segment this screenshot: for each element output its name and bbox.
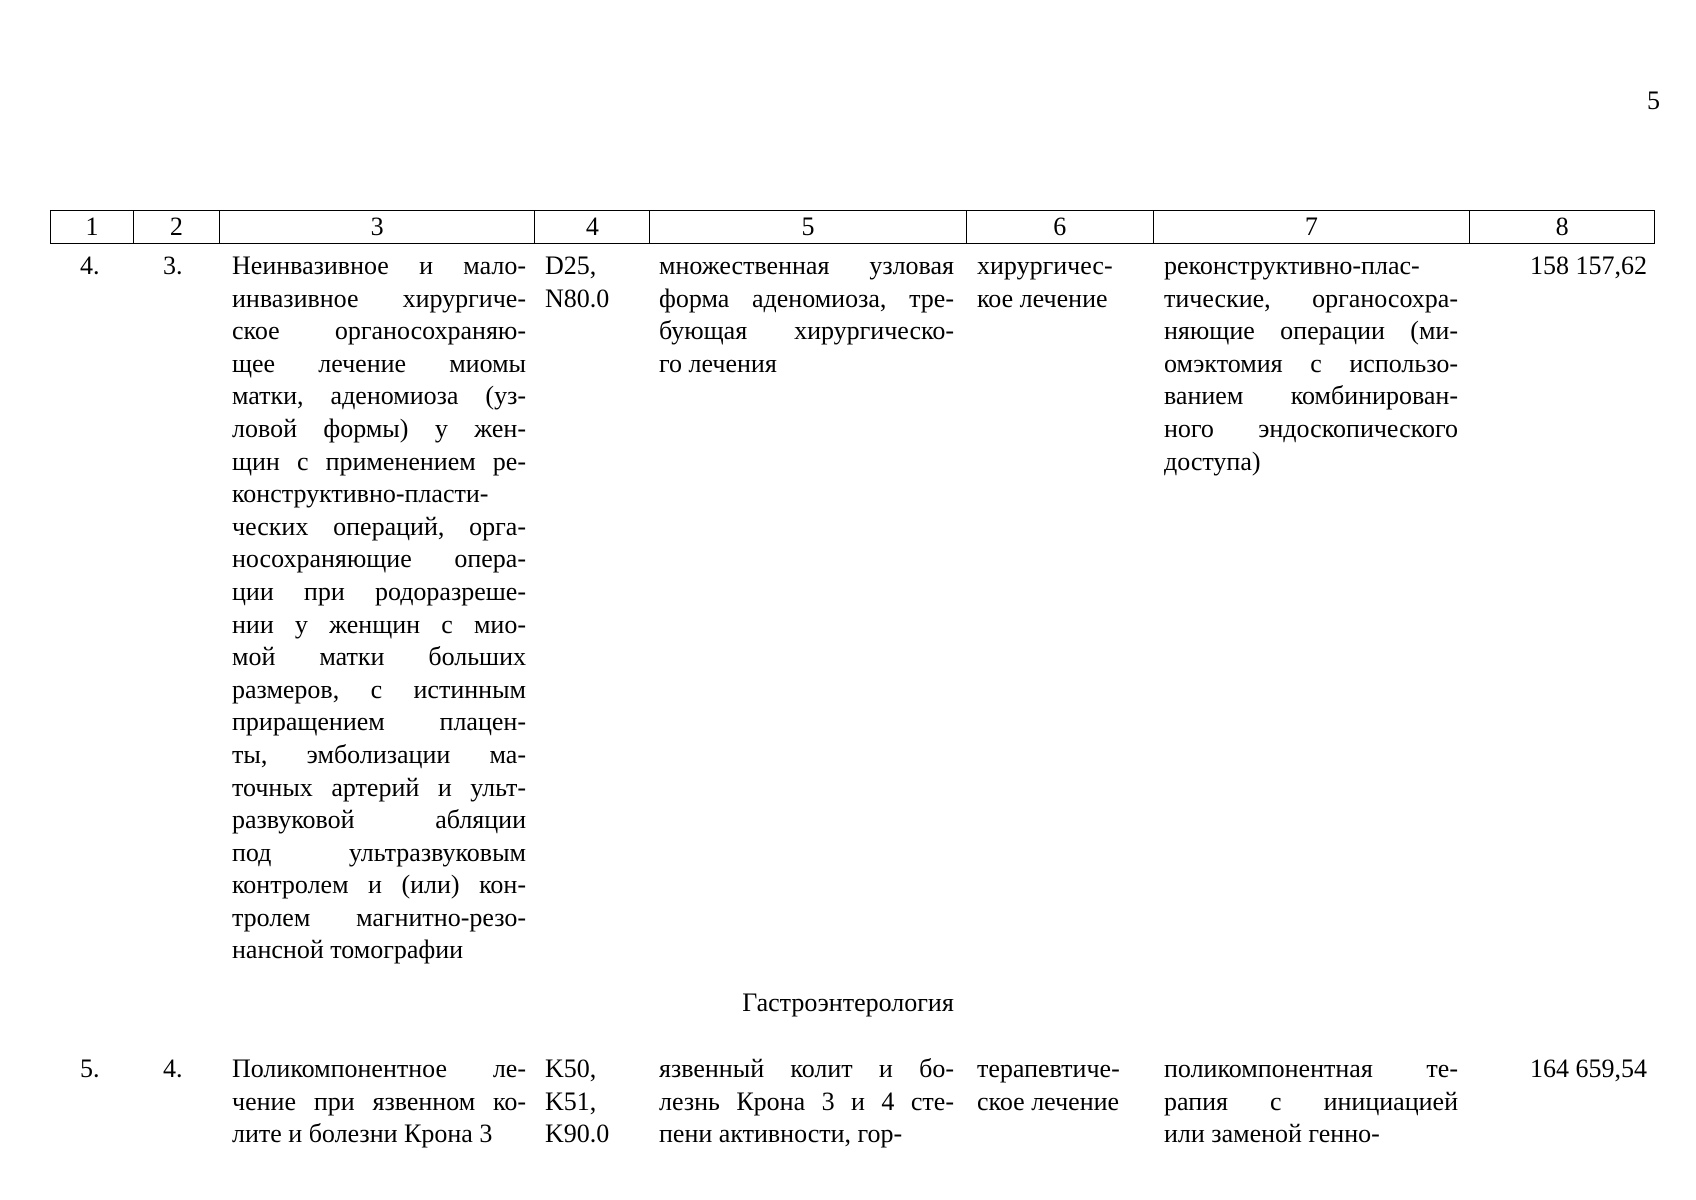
group-number: 3. (163, 251, 183, 280)
cell-line: мой матки больших (232, 642, 526, 672)
section-title: Гастроэнтерология (742, 988, 954, 1017)
cell-line: ловой формы) у жен- (232, 413, 526, 443)
cell-line: ское органосохраняю- (232, 316, 526, 346)
header-col-6: 6 (967, 211, 1154, 243)
cell-line: Неинвазивное и мало- (232, 251, 526, 280)
cell-line: точных артерий и ульт- (232, 772, 526, 802)
cell-line: рапия с инициацией (1164, 1086, 1458, 1116)
icd-codes (545, 250, 625, 315)
care-type-name (232, 1053, 526, 1151)
cell-line: щее лечение миомы (232, 348, 526, 378)
cell-line: пени активности, гор- (659, 1119, 903, 1149)
cell-line: ного эндоскопического (1164, 413, 1458, 443)
group-number: 4. (163, 1054, 183, 1083)
patient-model (659, 1053, 954, 1151)
patient-model (659, 250, 954, 380)
cell-line: омэктомия с использо- (1164, 348, 1458, 378)
cell-line: тролем магнитно-резо- (232, 902, 526, 932)
cell-line: хирургичес- (977, 251, 1113, 280)
header-col-7: 7 (1154, 211, 1471, 243)
cell-line: ческих операций, орга- (232, 511, 526, 541)
cell-line: нии у женщин с мио- (232, 609, 526, 639)
cell-line: щин с применением ре- (232, 446, 526, 476)
cell-line: ванием комбинирован- (1164, 381, 1458, 411)
cell-line: размеров, с истинным (232, 674, 526, 704)
header-col-1: 1 (51, 211, 134, 243)
cell-line: ты, эмболизации ма- (232, 739, 526, 769)
cell-line: K50, (545, 1054, 597, 1083)
header-col-5: 5 (650, 211, 967, 243)
row-number: 4. (80, 251, 100, 280)
cell-line: лите и болезни Крона 3 (232, 1119, 493, 1149)
cell-line: Поликомпонентное ле- (232, 1054, 526, 1083)
cell-line: под ультразвуковым (232, 837, 526, 867)
cell-line: множественная узловая (659, 251, 954, 280)
table-header-row (50, 210, 1655, 244)
cell-line: язвенный колит и бо- (659, 1054, 954, 1083)
header-col-4: 4 (535, 211, 650, 243)
cost-value: 164 659,54 (1530, 1054, 1647, 1083)
cell-line: D25, (545, 251, 597, 280)
cell-line: конструктивно-пласти- (232, 479, 489, 509)
cell-line: нансной томографии (232, 935, 464, 965)
cost-value: 158 157,62 (1530, 251, 1647, 280)
cell-line: терапевтиче- (977, 1054, 1120, 1083)
cell-line: поликомпонентная те- (1164, 1054, 1458, 1083)
cell-line: го лечения (659, 348, 777, 378)
cell-line: форма аденомиоза, тре- (659, 283, 954, 313)
cell-line: няющие операции (ми- (1164, 316, 1458, 346)
cell-line: развуковой абляции (232, 805, 526, 835)
cell-line: K90.0 (545, 1119, 610, 1149)
treatment-method (1164, 1053, 1458, 1151)
header-col-8: 8 (1555, 212, 1569, 241)
cell-line: ции при родоразреше- (232, 576, 526, 606)
cell-line: реконструктивно-плас- (1164, 251, 1420, 280)
cell-line: носохраняющие опера- (232, 544, 526, 574)
cell-line: матки, аденомиоза (уз- (232, 381, 526, 411)
cell-line: ское лечение (977, 1086, 1120, 1116)
cell-line: чение при язвенном ко- (232, 1086, 526, 1116)
treatment-type (977, 250, 1142, 315)
row-number: 5. (80, 1054, 100, 1083)
care-type-name (232, 250, 526, 967)
cell-line: доступа) (1164, 446, 1261, 476)
cell-line: N80.0 (545, 283, 610, 313)
cell-line: или заменой генно- (1164, 1119, 1380, 1149)
icd-codes (545, 1053, 625, 1151)
treatment-method (1164, 250, 1458, 478)
cell-line: лезнь Крона 3 и 4 сте- (659, 1086, 954, 1116)
header-col-3: 3 (220, 211, 536, 243)
page-number: 5 (1647, 86, 1660, 115)
cell-line: инвазивное хирургиче- (232, 283, 526, 313)
cell-line: бующая хирургическо- (659, 316, 954, 346)
cell-line: контролем и (или) кон- (232, 870, 526, 900)
cell-line: приращением плацен- (232, 707, 526, 737)
header-col-2: 2 (134, 211, 220, 243)
cell-line: K51, (545, 1086, 597, 1116)
cell-line: тические, органосохра- (1164, 283, 1458, 313)
cell-line: кое лечение (977, 283, 1108, 313)
treatment-type (977, 1053, 1142, 1118)
